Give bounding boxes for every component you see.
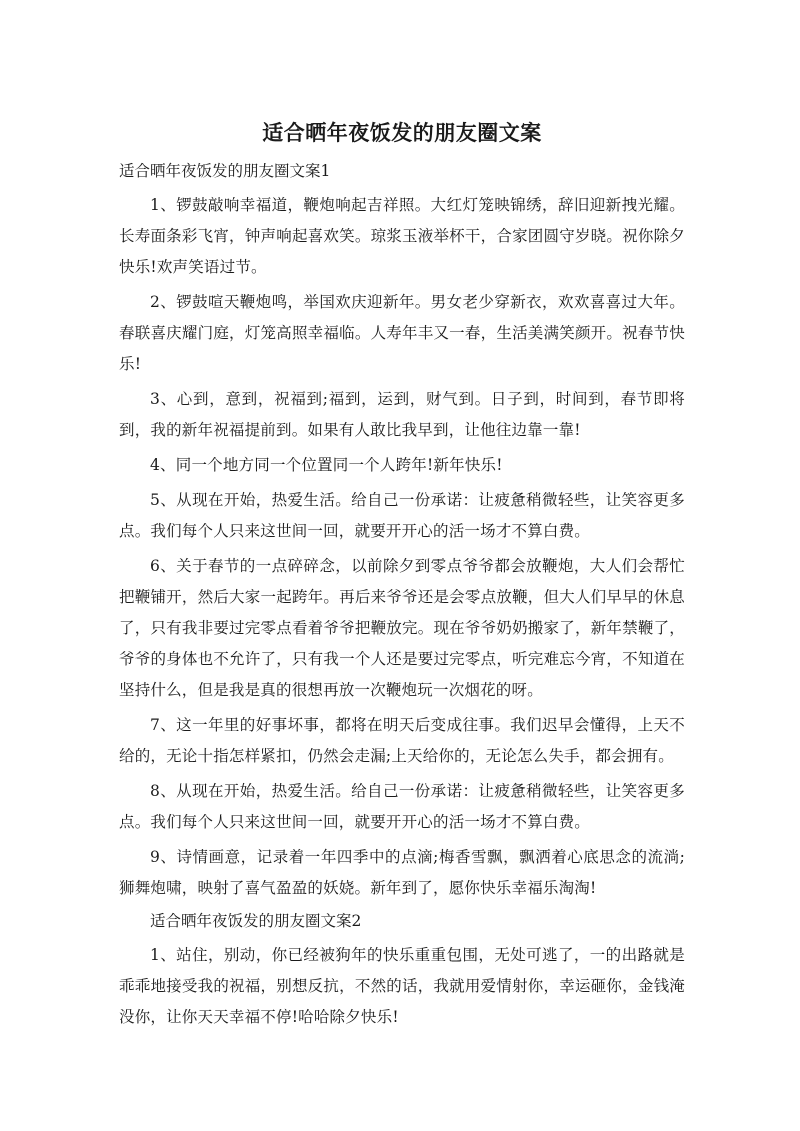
paragraph: 4、同一个地方同一个位置同一个人跨年!新年快乐! (150, 456, 503, 474)
paragraph: 6、关于春节的一点碎碎念，以前除夕到零点爷爷都会放鞭炮，大人们会帮忙把鞭铺开，然后大家一起跨年。再后来爷爷还是会零点放鞭，但大人们早早的休息了，只有我非要过完零点看着爷爷把鞭放完。现在爷爷奶奶搬家了，新年禁鞭了，爷爷的身体也不允许了，只有我一个人还是要过完零点，听完难忘今宵，不知道在坚持什么，但是我是真的很想再放一次鞭炮玩一次烟花的呀。 (119, 557, 685, 699)
paragraph: 3、心到，意到，祝福到;福到，运到，财气到。日子到，时间到，春节即将到，我的新年祝福提前到。如果有人敢比我早到，让他往边靠一靠! (119, 390, 685, 439)
paragraph: 9、诗情画意，记录着一年四季中的点滴;梅香雪飘，飘洒着心底思念的流淌;狮舞炮啸，映射了喜气盈盈的妖娆。新年到了，愿你快乐幸福乐淘淘! (119, 848, 685, 897)
paragraph: 1、站住，别动，你已经被狗年的快乐重重包围，无处可逃了，一的出路就是乖乖地接受我的祝福，别想反抗，不然的话，我就用爱情射你，幸运砸你，金钱淹没你，让你天天幸福不停!哈哈除夕快乐! (119, 946, 685, 1026)
paragraph: 2、锣鼓喧天鞭炮鸣，举国欢庆迎新年。男女老少穿新衣，欢欢喜喜过大年。春联喜庆耀门庭，灯笼高照幸福临。人寿年丰又一春，生活美满笑颜开。祝春节快乐! (119, 293, 685, 373)
paragraph: 7、这一年里的好事坏事，都将在明天后变成往事。我们迟早会懂得，上天不给的，无论十指怎样紧扣，仍然会走漏;上天给你的，无论怎么失手，都会拥有。 (119, 716, 685, 765)
paragraph: 8、从现在开始，热爱生活。给自己一份承诺：让疲惫稍微轻些，让笑容更多点。我们每个人只来这世间一回，就要开开心的活一场才不算白费。 (119, 782, 685, 831)
section-heading: 适合晒年夜饭发的朋友圈文案1 (119, 162, 331, 180)
document-page (119, 118, 685, 1037)
section-heading: 适合晒年夜饭发的朋友圈文案2 (150, 912, 362, 930)
paragraph: 5、从现在开始，热爱生活。给自己一份承诺：让疲惫稍微轻些，让笑容更多点。我们每个人只来这世间一回，就要开开心的活一场才不算白费。 (119, 491, 685, 540)
document-title: 适合晒年夜饭发的朋友圈文案 (262, 121, 542, 145)
paragraph: 1、锣鼓敲响幸福道，鞭炮响起吉祥照。大红灯笼映锦绣，辞旧迎新拽光耀。长寿面条彩飞宵，钟声响起喜欢笑。琼浆玉液举杯干，合家团圆守岁晓。祝你除夕快乐!欢声笑语过节。 (119, 196, 685, 276)
